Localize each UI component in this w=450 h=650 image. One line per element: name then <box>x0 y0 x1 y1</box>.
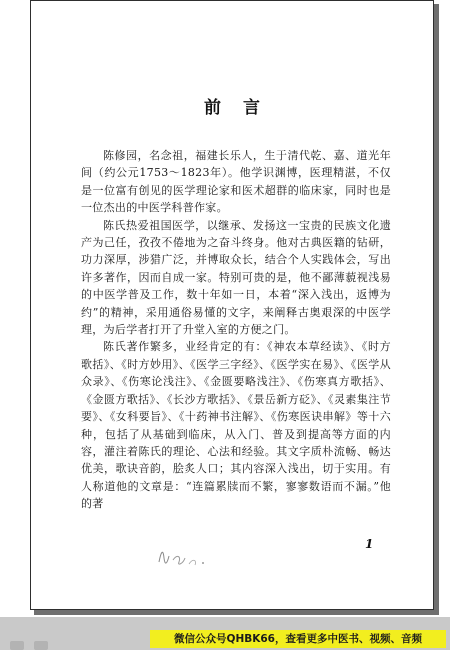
scroll-right-icon[interactable] <box>34 641 48 650</box>
paragraph: 陈氏热爱祖国医学，以继承、发扬这一宝贵的民族文化遗产为己任，孜孜不倦地为之奋斗终身。他对古典医籍的钻研，功力深厚，涉猎广泛，并博取众长，结合个人实践体会，写出许多著作，因而自成一家。特别可贵的是，他不鄙薄藐视浅易的中医学普及工作，数十年如一日，本着“深入浅出，返博为约”的精神，采用通俗易懂的文字，来阐释古奥艰深的中医学理，为后学者打开了升堂入室的方便之门。 <box>81 218 391 337</box>
paragraph: 陈修园，名念祖，福建长乐人，生于清代乾、嘉、道光年间（约公元1753～1823年）。他学识渊博，医理精湛，不仅是一位富有创见的医学理论家和医术超群的临床家，同时也是一位杰出的中医学科普作家。 <box>81 149 391 215</box>
promo-banner: 微信公众号QHBK66，查看更多中医书、视频、音频 <box>150 630 446 648</box>
body-text <box>81 147 391 513</box>
title-char: 前 <box>204 98 221 118</box>
document-page <box>30 0 434 610</box>
pen-scribble-mark <box>155 544 215 570</box>
paragraph: 陈氏著作繁多，业经肯定的有：《神农本草经读》、《时方歌括》、《时方妙用》、《医学三字经》、《医学实在易》、《医学从众录》、《伤寒论浅注》、《金匮要略浅注》、《伤寒真方歌括》、《金匮方歌括》、《长沙方歌括》、《景岳新方砭》、《灵素集注节要》、《女科要旨》、《十药神书注解》、《伤寒医诀串解》等十六种，包括了从基础到临床，从入门、普及到提高等方面的内容，灌注着陈氏的理论、心法和经验。其文字质朴流畅、畅达优美，歌诀音韵，脍炙人口；其内容深入浅出，切于实用。有人称道他的文章是：“连篇累牍而不繁，寥寥数语而不漏。”他的著 <box>81 340 391 511</box>
scroll-left-icon[interactable] <box>10 641 24 650</box>
page-title <box>31 93 433 118</box>
page-number: 1 <box>365 537 374 551</box>
title-char: 言 <box>243 98 260 118</box>
